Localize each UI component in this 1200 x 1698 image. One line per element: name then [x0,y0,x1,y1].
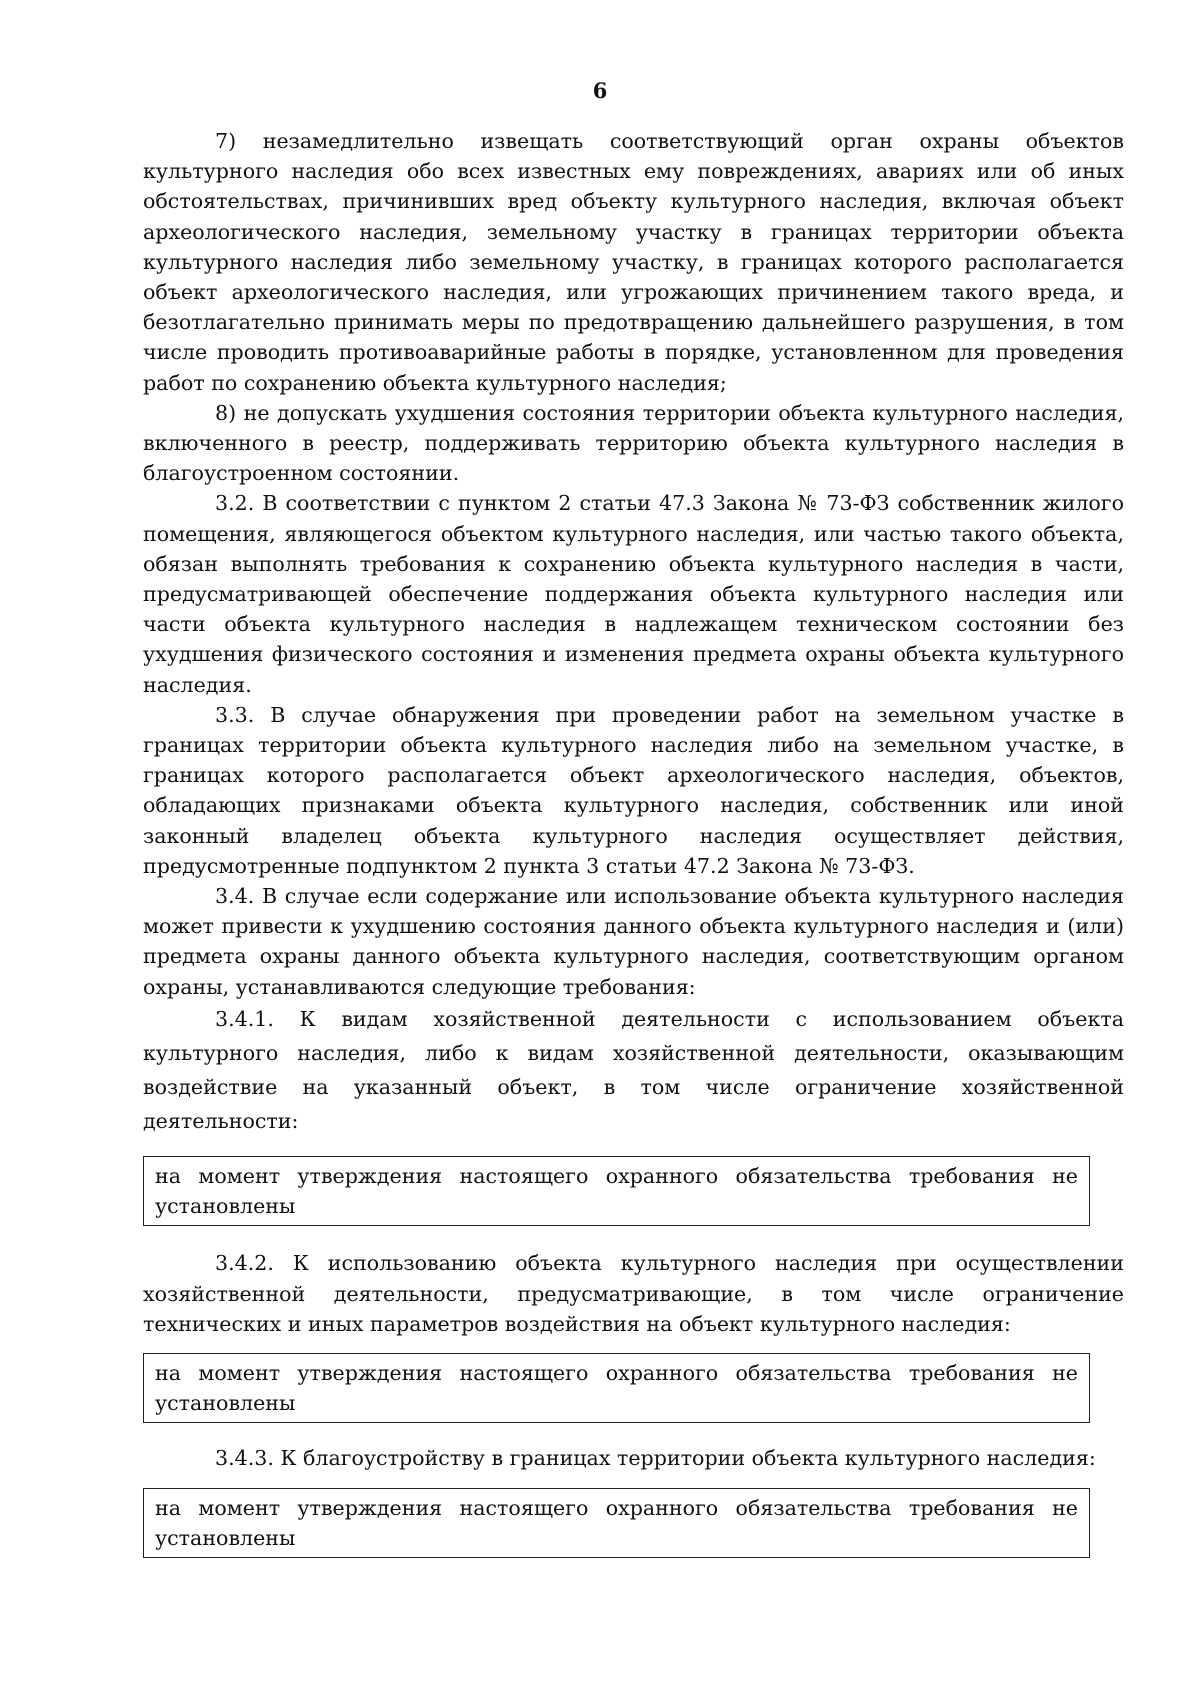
page-number: 6 [592,78,608,103]
paragraph-3-4-2: 3.4.2. К использованию объекта культурного наследия при осуществлении хозяйственной деятельности, предусматривающие, в том числе ограничение технических и иных параметров воздействия на объект культурного наследия: [143,1251,1124,1336]
paragraph-7: 7) незамедлительно извещать соответствующий орган охраны объектов культурного наследия обо всех известных ему повреждениях, авариях или об иных обстоятельствах, причинивших вред объекту культурного наследия, включая объект археологического наследия, земельному участку в границах территории объекта культурного наследия либо земельному участку, в границах которого располагается объект археологического наследия, или угрожающих причинением такого вреда, и безотлагательно принимать меры по предотвращению дальнейшего разрушения, в том числе проводить противоаварийные работы в порядке, установленном для проведения работ по сохранению объекта культурного наследия; [143,129,1124,395]
paragraph-3-3: 3.3. В случае обнаружения при проведении работ на земельном участке в границах территории объекта культурного наследия либо на земельном участке, в границах которого располагается объект археологического наследия, объектов, обладающих признаками объекта культурного наследия, собственник или иной законный владелец объекта культурного наследия осуществляет действия, предусмотренные подпунктом 2 пункта 3 статьи 47.2 Закона № 73-ФЗ. [143,702,1124,878]
requirement-box-2 [143,1353,1090,1423]
document-body [143,126,1124,1558]
paragraph-3-2: 3.2. В соответствии с пунктом 2 статьи 47.3 Закона № 73-ФЗ собственник жилого помещения, являющегося объектом культурного наследия, или частью такого объекта, обязан выполнять требования к сохранению объекта культурного наследия в части, предусматривающей обеспечение поддержания объекта культурного наследия или части объекта культурного наследия в надлежащем техническом состоянии без ухудшения физического состояния и изменения предмета охраны объекта культурного наследия. [143,491,1124,697]
paragraph-8: 8) не допускать ухудшения состояния территории объекта культурного наследия, включенного в реестр, поддерживать территорию объекта культурного наследия в благоустроенном состоянии. [143,400,1124,486]
paragraph-3-4: 3.4. В случае если содержание или использование объекта культурного наследия может привести к ухудшению состояния данного объекта культурного наследия и (или) предмета охраны данного объекта культурного наследия, соответствующим органом охраны, устанавливаются следующие требования: [143,884,1124,999]
paragraph-3-4-1: 3.4.1. К видам хозяйственной деятельности с использованием объекта культурного наследия, либо к видам хозяйственной деятельности, оказывающим воздействие на указанный объект, в том числе ограничение хозяйственной деятельности: [143,1006,1124,1133]
requirement-box-3-text: на момент утверждения настоящего охранного обязательства требования не установлены [155,1495,1078,1550]
requirement-box-3 [143,1488,1090,1558]
requirement-box-2-text: на момент утверждения настоящего охранного обязательства требования не установлены [155,1360,1078,1416]
requirement-box-1 [143,1156,1090,1226]
paragraph-3-4-3: 3.4.3. К благоустройству в границах территории объекта культурного наследия: [215,1446,1096,1471]
requirement-box-1-text: на момент утверждения настоящего охранного обязательства требования не установлены [155,1163,1078,1219]
